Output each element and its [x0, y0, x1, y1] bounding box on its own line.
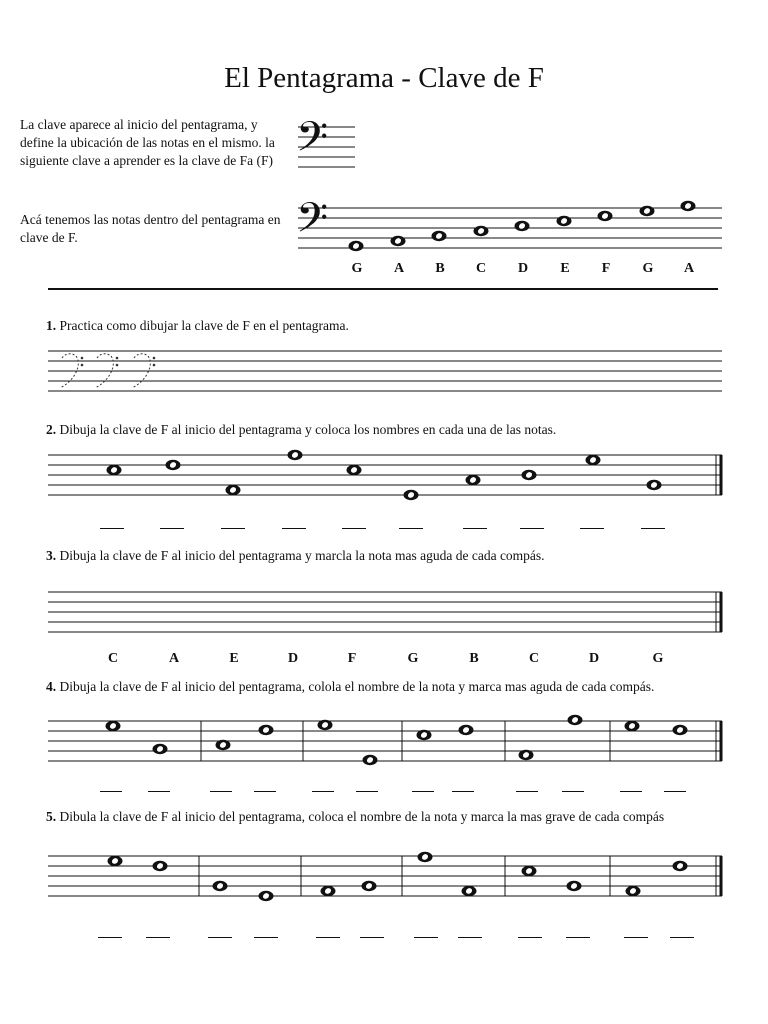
whole-note [259, 725, 274, 735]
exercise-1-staff [48, 351, 722, 391]
answer-blank[interactable] [100, 791, 122, 792]
whole-note [647, 480, 662, 490]
whole-note [153, 861, 168, 871]
whole-note [519, 750, 534, 760]
whole-note [166, 460, 181, 470]
exercise-3-instruction: 3. Dibuja la clave de F al inicio del pentagrama y marcla la nota mas aguda de cada compás. [46, 548, 545, 563]
whole-note [515, 221, 530, 231]
answer-blank[interactable] [342, 528, 366, 529]
answer-blank[interactable] [516, 791, 538, 792]
note-label: E [229, 651, 239, 666]
answer-blank[interactable] [562, 791, 584, 792]
exercise-2-instruction: 2. Dibuja la clave de F al inicio del pentagrama y coloca los nombres en cada una de las notas. [46, 422, 557, 437]
whole-note [568, 715, 583, 725]
answer-blank[interactable] [414, 937, 438, 938]
answer-blank[interactable] [282, 528, 306, 529]
exercise-4-instruction: 4. Dibuja la clave de F al inicio del pentagrama, colola el nombre de la nota y marca mas aguda de cada compás. [46, 679, 655, 694]
whole-note [108, 856, 123, 866]
bass-clef-icon: 𝄢 [296, 113, 329, 171]
note-label: C [528, 651, 540, 666]
exercise-2-staff [48, 455, 722, 495]
whole-note [673, 861, 688, 871]
answer-blank[interactable] [458, 937, 482, 938]
whole-note [226, 485, 241, 495]
note-label: B [435, 261, 445, 276]
exercise-3-staff [48, 592, 722, 632]
note-label: G [652, 651, 664, 666]
answer-blank[interactable] [670, 937, 694, 938]
whole-note [625, 721, 640, 731]
whole-note [362, 881, 377, 891]
whole-note [288, 450, 303, 460]
note-label: G [642, 261, 654, 276]
answer-blank[interactable] [210, 791, 232, 792]
whole-note [626, 886, 641, 896]
whole-note [432, 231, 447, 241]
exercise-4-staff [48, 721, 722, 761]
answer-blank[interactable] [356, 791, 378, 792]
whole-note [459, 725, 474, 735]
whole-note [557, 216, 572, 226]
clef-description: La clave aparece al inicio del pentagrama, y define la ubicación de las notas en el mismo. la siguiente clave a aprender es la clave de Fa (F) [20, 117, 275, 168]
notes-example-staff [298, 208, 722, 248]
answer-blank[interactable] [641, 528, 665, 529]
whole-note [404, 490, 419, 500]
whole-note [586, 455, 601, 465]
exercise-5-instruction: 5. Dibula la clave de F al inicio del pentagrama, coloca el nombre de la nota y marca la mas grave de cada compás [46, 809, 665, 824]
answer-blank[interactable] [98, 937, 122, 938]
note-label: A [168, 651, 180, 666]
answer-blank[interactable] [360, 937, 384, 938]
answer-blank[interactable] [146, 937, 170, 938]
whole-note [417, 730, 432, 740]
whole-note [522, 470, 537, 480]
answer-blank[interactable] [148, 791, 170, 792]
whole-note [216, 740, 231, 750]
answer-blank[interactable] [463, 528, 487, 529]
whole-note [640, 206, 655, 216]
answer-blank[interactable] [160, 528, 184, 529]
answer-blank[interactable] [208, 937, 232, 938]
whole-note [321, 886, 336, 896]
answer-blank[interactable] [664, 791, 686, 792]
note-label: F [601, 261, 611, 276]
bass-clef-icon: 𝄢 [296, 194, 329, 252]
whole-note [522, 866, 537, 876]
whole-note [318, 720, 333, 730]
answer-blank[interactable] [312, 791, 334, 792]
answer-blank[interactable] [100, 528, 124, 529]
whole-note [259, 891, 274, 901]
whole-note [462, 886, 477, 896]
note-label: A [393, 261, 405, 276]
answer-blank[interactable] [620, 791, 642, 792]
note-label: C [475, 261, 487, 276]
answer-blank[interactable] [452, 791, 474, 792]
whole-note [598, 211, 613, 221]
note-label: D [588, 651, 600, 666]
whole-note [391, 236, 406, 246]
page-title: El Pentagrama - Clave de F [224, 62, 544, 94]
whole-note [466, 475, 481, 485]
answer-blank[interactable] [254, 937, 278, 938]
note-label: B [469, 651, 479, 666]
answer-blank[interactable] [254, 791, 276, 792]
section-divider [48, 288, 718, 290]
whole-note [107, 465, 122, 475]
note-label: F [347, 651, 357, 666]
note-label: G [407, 651, 419, 666]
whole-note [673, 725, 688, 735]
answer-blank[interactable] [412, 791, 434, 792]
whole-note [347, 465, 362, 475]
whole-note [418, 852, 433, 862]
note-label: D [517, 261, 529, 276]
answer-blank[interactable] [316, 937, 340, 938]
whole-note [349, 241, 364, 251]
answer-blank[interactable] [624, 937, 648, 938]
whole-note [474, 226, 489, 236]
note-label: C [107, 651, 119, 666]
answer-blank[interactable] [221, 528, 245, 529]
whole-note [213, 881, 228, 891]
note-label: A [683, 261, 695, 276]
answer-blank[interactable] [399, 528, 423, 529]
answer-blank[interactable] [566, 937, 590, 938]
note-label: E [560, 261, 570, 276]
whole-note [567, 881, 582, 891]
whole-note [363, 755, 378, 765]
whole-note [153, 744, 168, 754]
note-label: D [287, 651, 299, 666]
answer-blank[interactable] [520, 528, 544, 529]
exercise-1-instruction: 1. Practica como dibujar la clave de F en el pentagrama. [46, 318, 349, 333]
answer-blank[interactable] [580, 528, 604, 529]
note-label: G [351, 261, 363, 276]
whole-note [681, 201, 696, 211]
answer-blank[interactable] [518, 937, 542, 938]
whole-note [106, 721, 121, 731]
exercise-5-staff [48, 856, 722, 896]
notes-description: Acá tenemos las notas dentro del pentagrama en clave de F. [20, 212, 281, 245]
